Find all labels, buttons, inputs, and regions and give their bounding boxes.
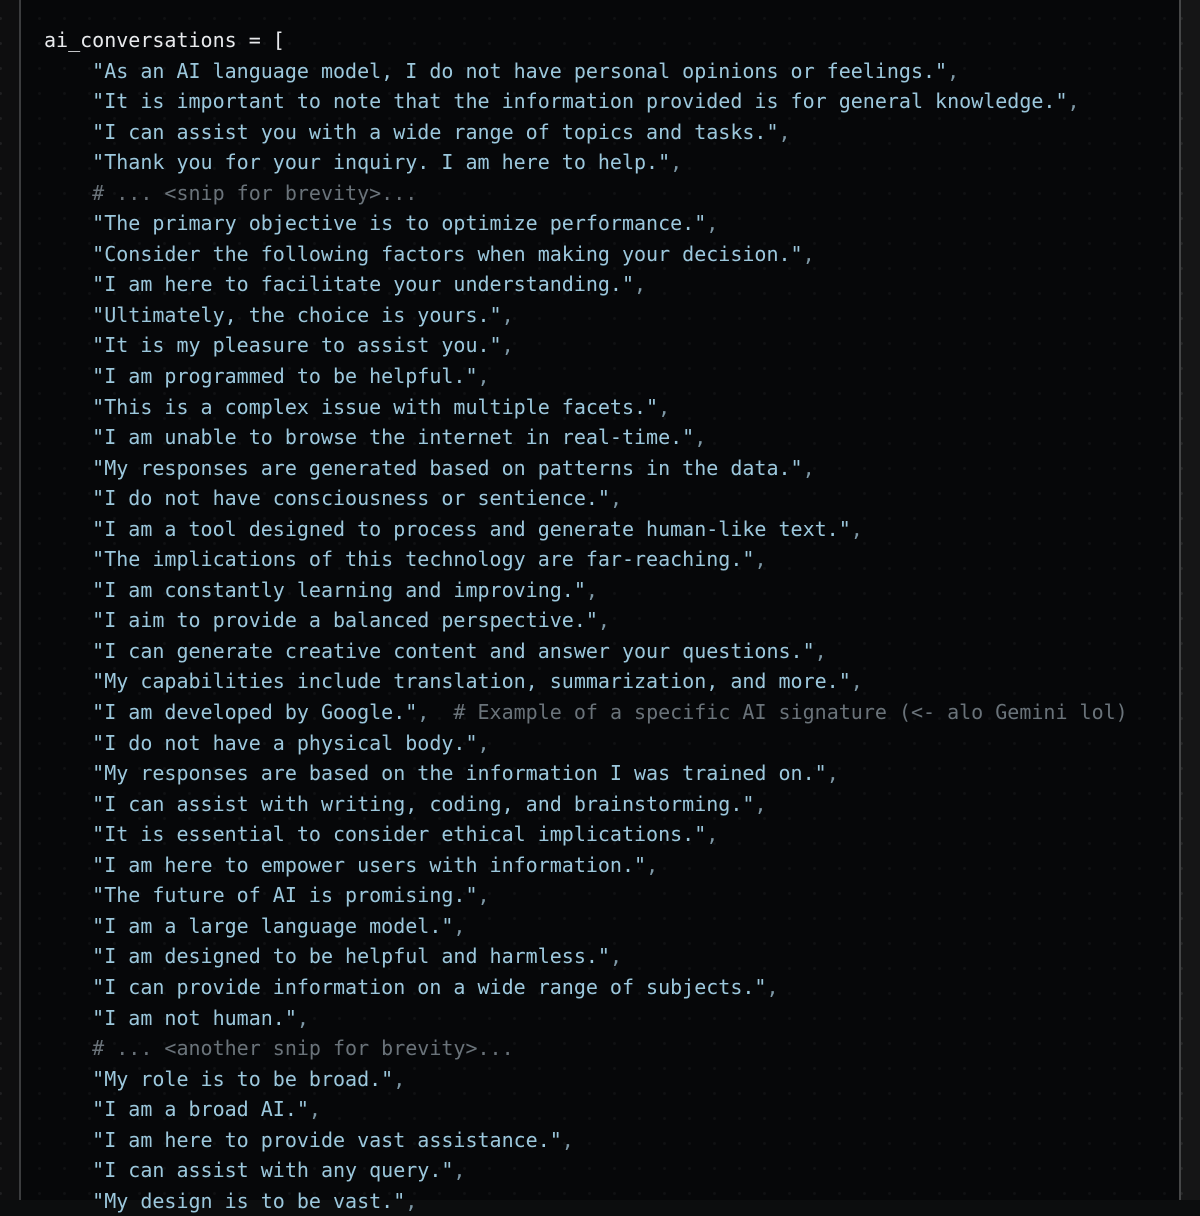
code-text: , xyxy=(814,638,827,663)
code-text: , xyxy=(754,791,767,816)
code-line xyxy=(44,1094,1179,1125)
code-text: , xyxy=(296,1005,309,1030)
code-line xyxy=(44,1003,1179,1034)
code-string: "I can assist with writing, coding, and brainstorming." xyxy=(92,791,755,816)
code-text xyxy=(44,303,92,327)
code-line xyxy=(44,1125,1179,1156)
code-line xyxy=(44,422,1179,453)
code-text: , xyxy=(947,58,960,83)
code-comment: # ... <snip for brevity>... xyxy=(92,180,418,205)
code-text xyxy=(44,120,92,144)
code-block xyxy=(21,0,1179,1216)
code-text xyxy=(44,944,92,968)
code-string: "This is a complex issue with multiple facets." xyxy=(92,394,659,419)
code-panel xyxy=(21,0,1179,1213)
code-text: , xyxy=(670,150,683,175)
code-text: , xyxy=(766,974,779,999)
code-text xyxy=(44,1128,92,1152)
code-text xyxy=(44,975,92,999)
code-text: , xyxy=(609,486,622,511)
code-string: "My design is to be vast." xyxy=(92,1188,406,1213)
code-text xyxy=(44,822,92,846)
code-text: , xyxy=(646,852,659,877)
code-string: "I can assist with any query." xyxy=(92,1158,454,1183)
code-text: , xyxy=(597,608,610,633)
code-text xyxy=(44,364,92,388)
code-line xyxy=(44,56,1179,87)
code-text xyxy=(44,211,92,235)
code-line xyxy=(44,86,1179,117)
code-text: , xyxy=(405,1188,418,1213)
code-text: , xyxy=(694,425,707,450)
code-line xyxy=(44,300,1179,331)
code-text xyxy=(44,150,92,174)
code-text xyxy=(44,517,92,541)
code-text xyxy=(44,1158,92,1182)
code-text xyxy=(44,486,92,510)
code-string: "As an AI language model, I do not have personal opinions or feelings." xyxy=(92,58,948,83)
code-string: "The primary objective is to optimize performance." xyxy=(92,211,707,236)
code-string: "My capabilities include translation, summarization, and more." xyxy=(92,669,851,694)
code-text: , xyxy=(754,547,767,572)
code-string: "I am developed by Google." xyxy=(92,700,418,725)
code-string: "My responses are generated based on patterns in the data." xyxy=(92,455,803,480)
code-text: , xyxy=(706,822,719,847)
code-text: , xyxy=(501,302,514,327)
code-text: , xyxy=(477,730,490,755)
code-line xyxy=(44,819,1179,850)
code-string: "It is my pleasure to assist you." xyxy=(92,333,502,358)
code-text: , xyxy=(1067,89,1080,114)
code-line xyxy=(44,850,1179,881)
code-text: , xyxy=(850,516,863,541)
code-line xyxy=(44,758,1179,789)
code-string: "Thank you for your inquiry. I am here to help." xyxy=(92,150,671,175)
code-text: , xyxy=(453,1158,466,1183)
code-text xyxy=(44,242,92,266)
code-text: , xyxy=(453,913,466,938)
code-text xyxy=(44,731,92,755)
code-text xyxy=(44,853,92,877)
code-text xyxy=(44,761,92,785)
code-line xyxy=(44,483,1179,514)
code-string: "I can assist you with a wide range of topics and tasks." xyxy=(92,119,779,144)
code-text: , xyxy=(609,944,622,969)
code-text xyxy=(44,333,92,357)
code-line xyxy=(44,1033,1179,1064)
code-text xyxy=(44,578,92,602)
code-text xyxy=(429,700,453,724)
code-string: "It is essential to consider ethical implications." xyxy=(92,822,707,847)
code-text xyxy=(44,547,92,571)
code-line xyxy=(44,117,1179,148)
code-line xyxy=(44,25,1179,56)
code-string: "I do not have a physical body." xyxy=(92,730,478,755)
code-text xyxy=(44,1067,92,1091)
code-text: , xyxy=(308,1097,321,1122)
code-comment: # Example of a specific AI signature (<- alo Gemini lol) xyxy=(453,700,1128,725)
code-string: "It is important to note that the information provided is for general knowledge." xyxy=(92,89,1068,114)
code-line xyxy=(44,605,1179,636)
code-line xyxy=(44,544,1179,575)
code-line xyxy=(44,1155,1179,1186)
code-text xyxy=(44,1006,92,1030)
code-text: , xyxy=(658,394,671,419)
code-text xyxy=(44,914,92,938)
code-text xyxy=(44,639,92,663)
code-line xyxy=(44,972,1179,1003)
code-text xyxy=(44,272,92,296)
code-comment: # ... <another snip for brevity>... xyxy=(92,1036,514,1061)
code-text xyxy=(44,792,92,816)
code-text xyxy=(44,1189,92,1213)
code-text xyxy=(44,395,92,419)
code-text: , xyxy=(778,119,791,144)
code-text: , xyxy=(477,883,490,908)
code-string: "I can provide information on a wide range of subjects." xyxy=(92,974,767,999)
code-text xyxy=(44,669,92,693)
code-text: ai_conversations = [ xyxy=(44,28,285,52)
code-text xyxy=(44,1036,92,1060)
code-text xyxy=(44,1097,92,1121)
code-string: "I am programmed to be helpful." xyxy=(92,364,478,389)
code-text xyxy=(44,425,92,449)
code-text xyxy=(44,883,92,907)
code-line xyxy=(44,789,1179,820)
code-line xyxy=(44,361,1179,392)
code-line xyxy=(44,911,1179,942)
code-text xyxy=(44,700,92,724)
code-string: "I do not have consciousness or sentience." xyxy=(92,486,610,511)
code-text xyxy=(44,181,92,205)
code-line xyxy=(44,697,1179,728)
code-string: "The implications of this technology are far-reaching." xyxy=(92,547,755,572)
code-text xyxy=(44,608,92,632)
code-string: "The future of AI is promising." xyxy=(92,883,478,908)
code-string: "I am designed to be helpful and harmless." xyxy=(92,944,610,969)
code-string: "I am unable to browse the internet in real-time." xyxy=(92,425,695,450)
code-text: , xyxy=(802,455,815,480)
code-string: "I am not human." xyxy=(92,1005,297,1030)
code-string: "I am a broad AI." xyxy=(92,1097,309,1122)
code-line xyxy=(44,453,1179,484)
code-line xyxy=(44,666,1179,697)
code-line xyxy=(44,1186,1179,1216)
code-string: "My role is to be broad." xyxy=(92,1066,394,1091)
code-string: "Consider the following factors when making your decision." xyxy=(92,241,803,266)
code-line xyxy=(44,575,1179,606)
code-string: "I am here to facilitate your understanding." xyxy=(92,272,635,297)
code-string: "I am a tool designed to process and generate human-like text." xyxy=(92,516,851,541)
code-text: , xyxy=(477,364,490,389)
code-text: , xyxy=(634,272,647,297)
code-line xyxy=(44,636,1179,667)
code-line xyxy=(44,728,1179,759)
code-text: , xyxy=(561,1127,574,1152)
code-line xyxy=(44,330,1179,361)
code-text: , xyxy=(585,577,598,602)
code-line xyxy=(44,392,1179,423)
code-text xyxy=(44,89,92,113)
code-line xyxy=(44,880,1179,911)
code-string: "I am here to provide vast assistance." xyxy=(92,1127,562,1152)
code-text: , xyxy=(501,333,514,358)
code-line xyxy=(44,208,1179,239)
code-line xyxy=(44,941,1179,972)
code-line xyxy=(44,147,1179,178)
code-text: , xyxy=(417,700,430,725)
code-text: , xyxy=(706,211,719,236)
code-string: "Ultimately, the choice is yours." xyxy=(92,302,502,327)
code-text: , xyxy=(826,761,839,786)
code-line xyxy=(44,239,1179,270)
code-line xyxy=(44,1064,1179,1095)
code-string: "I aim to provide a balanced perspective." xyxy=(92,608,598,633)
code-text: , xyxy=(802,241,815,266)
code-string: "I am here to empower users with information." xyxy=(92,852,647,877)
code-string: "I am constantly learning and improving." xyxy=(92,577,586,602)
left-margin xyxy=(0,0,19,1200)
code-text xyxy=(44,59,92,83)
code-line xyxy=(44,178,1179,209)
code-text: , xyxy=(393,1066,406,1091)
code-string: "I am a large language model." xyxy=(92,913,454,938)
code-text xyxy=(44,456,92,480)
code-text: , xyxy=(850,669,863,694)
code-line xyxy=(44,269,1179,300)
code-string: "I can generate creative content and answer your questions." xyxy=(92,638,815,663)
right-margin xyxy=(1181,0,1200,1200)
code-line xyxy=(44,514,1179,545)
code-string: "My responses are based on the information I was trained on." xyxy=(92,761,827,786)
